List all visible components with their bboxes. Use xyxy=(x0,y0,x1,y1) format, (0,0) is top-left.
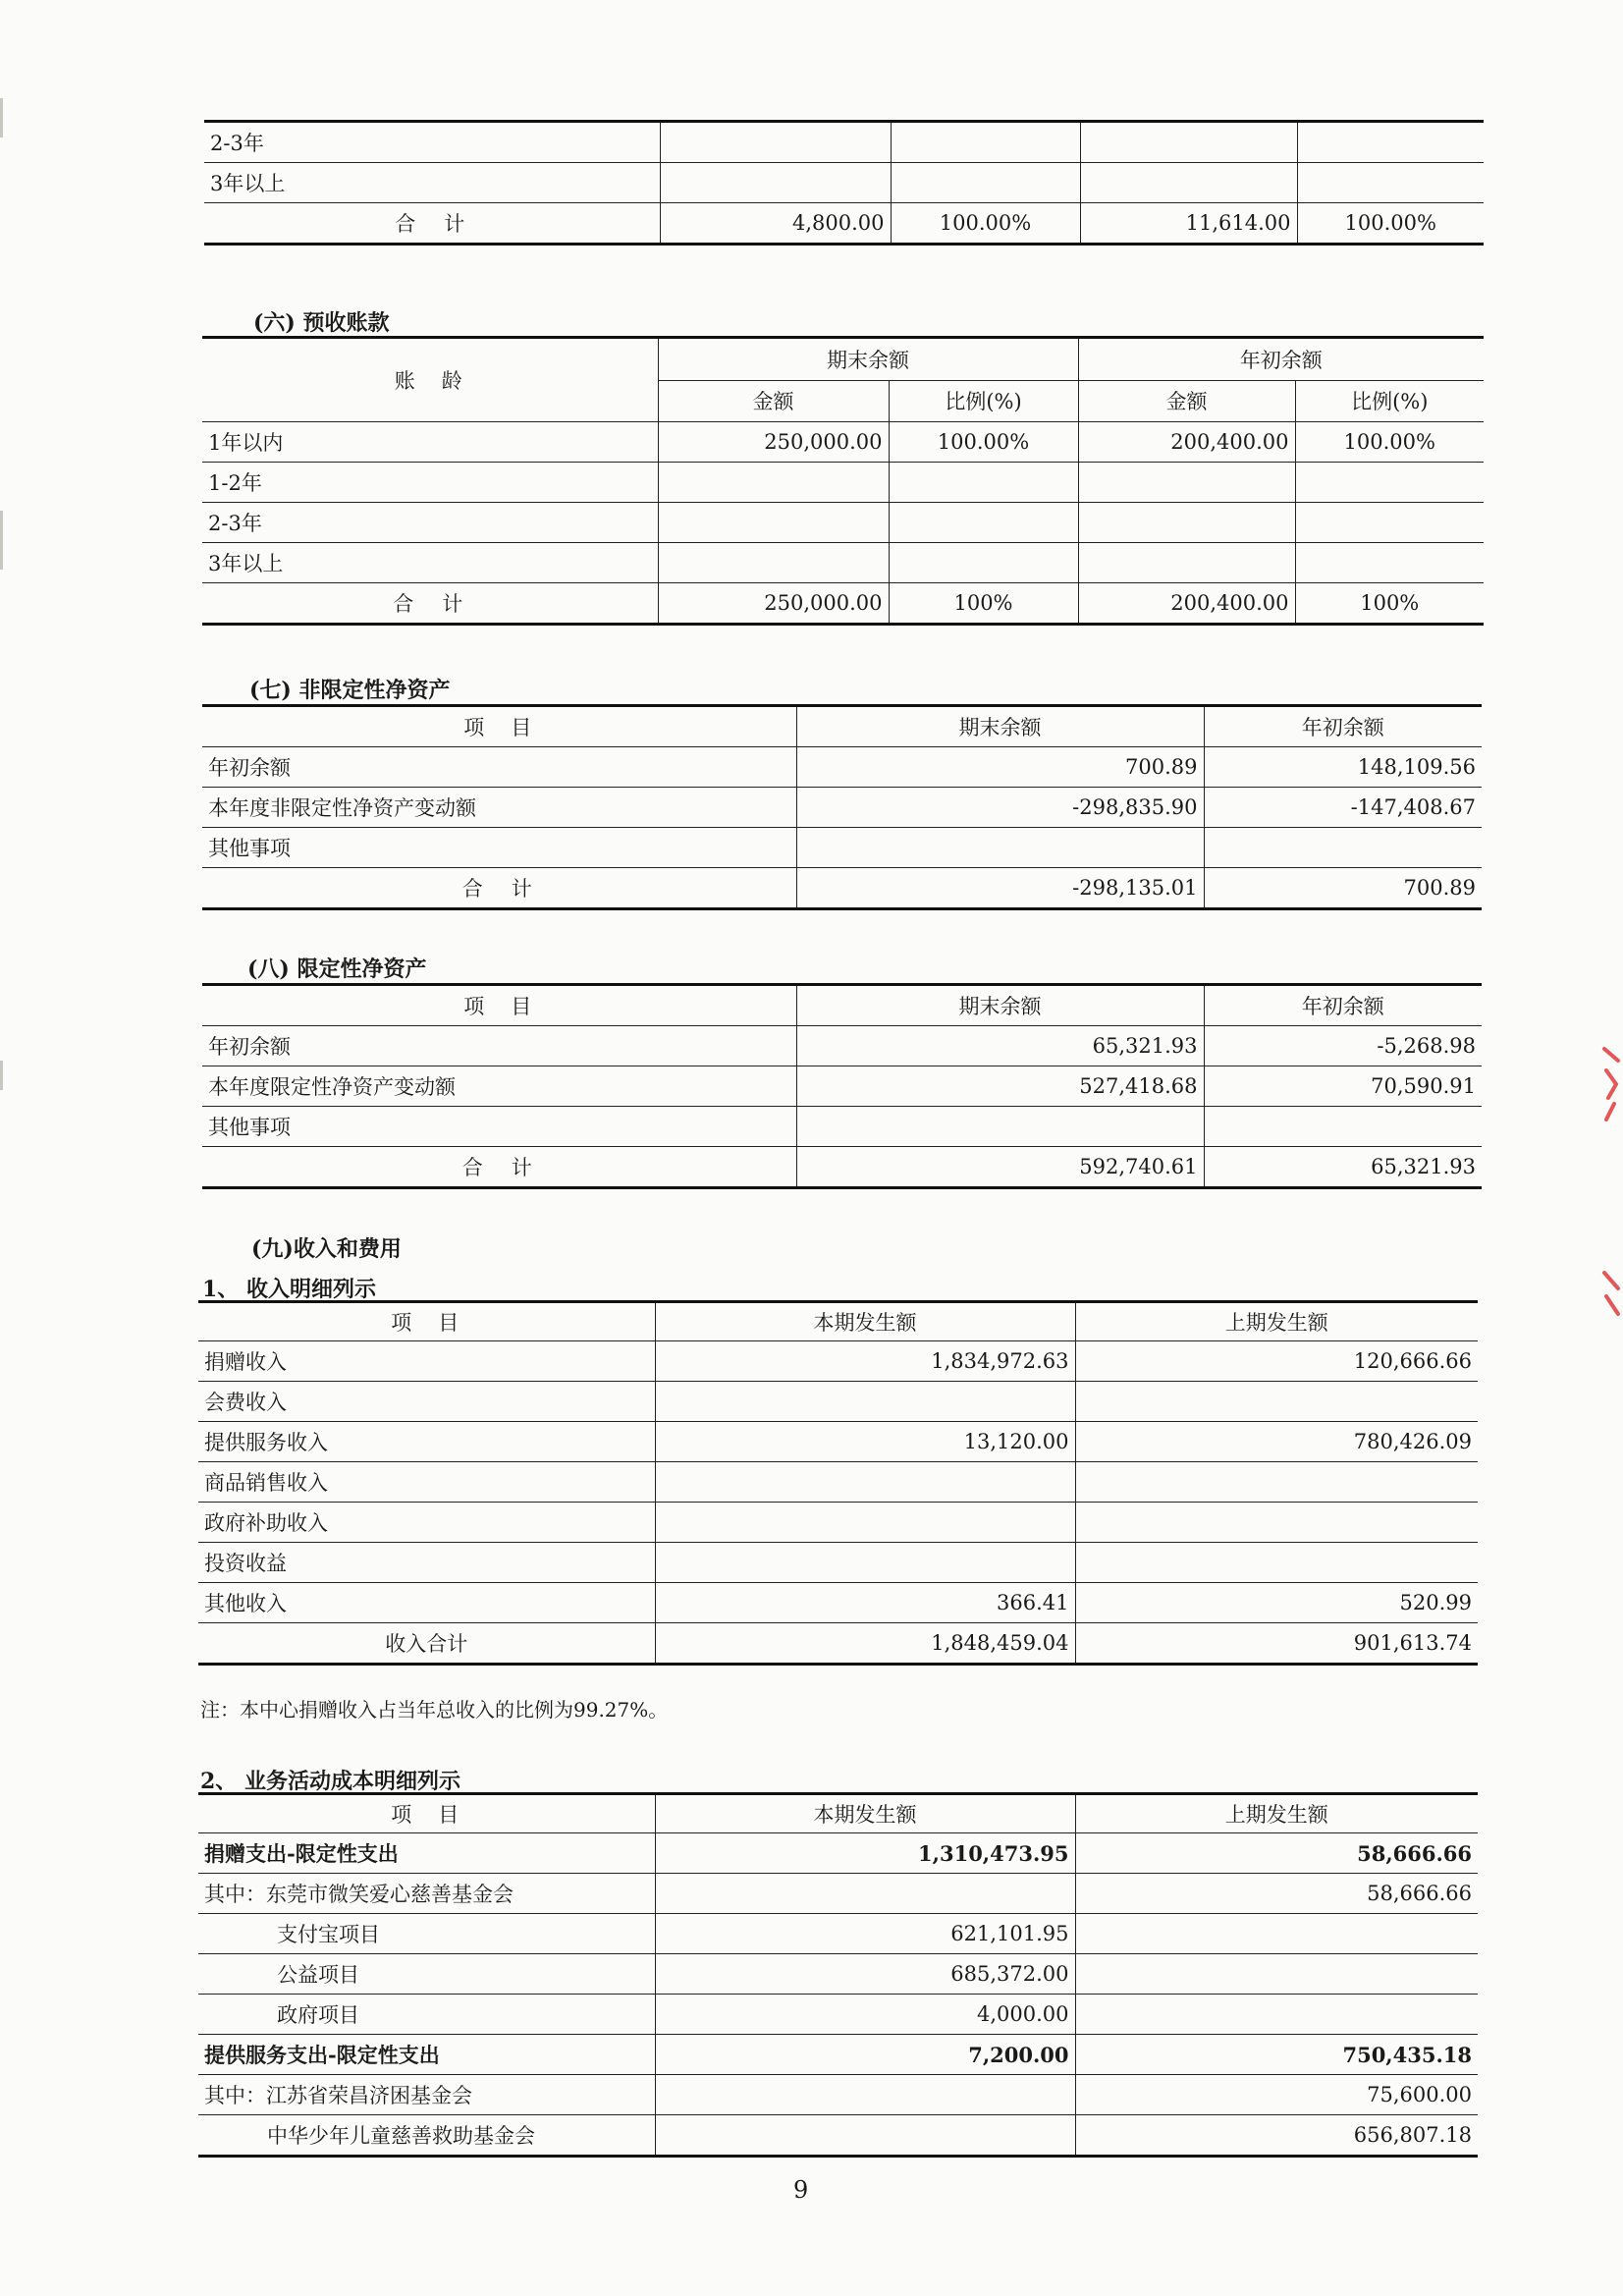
table-header-row xyxy=(202,985,1482,1026)
total-ratio-begin: 100.00% xyxy=(1297,203,1484,245)
table-row: 投资收益 xyxy=(198,1543,1478,1583)
col-header-item: 项 目 xyxy=(198,1302,655,1341)
table-row: 3年以上 xyxy=(202,543,1484,583)
table-header-row xyxy=(202,706,1482,747)
receivables-aging-table-continued xyxy=(204,120,1484,246)
page-number: 9 xyxy=(793,2176,809,2204)
table-row: 其中：江苏省荣昌济困基金会 75,600.00 xyxy=(198,2075,1478,2115)
scan-edge-mark xyxy=(0,1061,3,1090)
total-ratio-end: 100.00% xyxy=(891,203,1080,245)
total-amount-begin: 11,614.00 xyxy=(1080,203,1297,245)
scan-edge-mark xyxy=(0,511,3,570)
table-row: 提供服务收入 13,120.00 780,426.09 xyxy=(198,1422,1478,1462)
income-note: 注：本中心捐赠收入占当年总收入的比例为99.27%。 xyxy=(200,1698,669,1722)
table-row: 年初余额 700.89 148,109.56 xyxy=(202,747,1482,788)
table-header-row xyxy=(202,338,1484,381)
table-row: 本年度非限定性净资产变动额 -298,835.90 -147,408.67 xyxy=(202,788,1482,828)
restricted-net-assets-table xyxy=(202,983,1482,1189)
col-header-ratio: 比例(%) xyxy=(1295,380,1484,421)
table-row: 政府项目 4,000.00 xyxy=(198,1995,1478,2035)
advances-received-table xyxy=(202,336,1484,626)
section-heading-unrestricted-net-assets: (七) 非限定性净资产 xyxy=(249,678,451,703)
table-row: 支付宝项目 621,101.95 xyxy=(198,1914,1478,1954)
section-heading-income-expenses: (九)收入和费用 xyxy=(251,1236,402,1262)
table-row: 提供服务支出-限定性支出 7,200.00 750,435.18 xyxy=(198,2035,1478,2075)
table-row: 其中：东莞市微笑爱心慈善基金会 58,666.66 xyxy=(198,1874,1478,1914)
table-row: 公益项目 685,372.00 xyxy=(198,1954,1478,1995)
table-row: 捐赠支出-限定性支出 1,310,473.95 58,666.66 xyxy=(198,1833,1478,1874)
subheading-business-activity-costs: 2、 业务活动成本明细列示 xyxy=(200,1769,460,1794)
table-row: 政府补助收入 xyxy=(198,1503,1478,1543)
col-header-amount: 金额 xyxy=(1078,380,1295,421)
total-row: 合 计 250,000.00 100% 200,400.00 100% xyxy=(202,583,1484,625)
total-row xyxy=(204,203,1484,245)
seal-stamp-fragment xyxy=(1600,1041,1622,1168)
col-header-current-period: 本期发生额 xyxy=(655,1794,1075,1833)
table-row: 会费收入 xyxy=(198,1382,1478,1422)
seal-stamp-fragment xyxy=(1600,1267,1622,1335)
col-header-current-period: 本期发生额 xyxy=(655,1302,1075,1341)
col-header-prior-period: 上期发生额 xyxy=(1075,1302,1478,1341)
table-row: 其他事项 xyxy=(202,828,1482,868)
col-header-item: 项 目 xyxy=(198,1794,655,1833)
col-header-begin-balance: 年初余额 xyxy=(1078,338,1484,381)
unrestricted-net-assets-table xyxy=(202,704,1482,910)
table-row xyxy=(204,122,1484,163)
total-label: 合 计 xyxy=(204,203,660,245)
row-label: 2-3年 xyxy=(204,122,660,163)
total-row: 合 计 592,740.61 65,321.93 xyxy=(202,1147,1482,1188)
row-label: 3年以上 xyxy=(204,163,660,203)
col-header-begin-balance: 年初余额 xyxy=(1204,706,1482,747)
total-row: 收入合计 1,848,459.04 901,613.74 xyxy=(198,1623,1478,1665)
col-header-end-balance: 期末余额 xyxy=(796,706,1204,747)
section-heading-restricted-net-assets: (八) 限定性净资产 xyxy=(247,957,427,982)
col-header-item: 项 目 xyxy=(202,985,796,1026)
table-row: 其他事项 xyxy=(202,1107,1482,1147)
total-row: 合 计 -298,135.01 700.89 xyxy=(202,868,1482,909)
section-heading-advances-received: (六) 预收账款 xyxy=(253,310,390,336)
table-header-row xyxy=(198,1794,1478,1833)
col-header-age: 账 龄 xyxy=(202,338,658,422)
table-row: 捐赠收入 1,834,972.63 120,666.66 xyxy=(198,1341,1478,1382)
table-row: 年初余额 65,321.93 -5,268.98 xyxy=(202,1026,1482,1066)
subheading-income-detail: 1、 收入明细列示 xyxy=(202,1277,376,1302)
table-row: 中华少年儿童慈善救助基金会 656,807.18 xyxy=(198,2115,1478,2157)
col-header-amount: 金额 xyxy=(658,380,889,421)
table-row: 本年度限定性净资产变动额 527,418.68 70,590.91 xyxy=(202,1066,1482,1107)
col-header-ratio: 比例(%) xyxy=(889,380,1078,421)
table-row: 2-3年 xyxy=(202,503,1484,543)
table-row xyxy=(204,163,1484,203)
scan-edge-mark xyxy=(0,98,3,137)
col-header-end-balance: 期末余额 xyxy=(796,985,1204,1026)
col-header-prior-period: 上期发生额 xyxy=(1075,1794,1478,1833)
table-row: 商品销售收入 xyxy=(198,1462,1478,1503)
table-row: 1年以内 250,000.00 100.00% 200,400.00 100.00% xyxy=(202,422,1484,463)
table-row: 其他收入 366.41 520.99 xyxy=(198,1583,1478,1623)
col-header-item: 项 目 xyxy=(202,706,796,747)
income-detail-table xyxy=(198,1300,1478,1666)
table-row: 1-2年 xyxy=(202,463,1484,503)
col-header-end-balance: 期末余额 xyxy=(658,338,1078,381)
business-activity-costs-table xyxy=(198,1792,1478,2158)
total-amount-end: 4,800.00 xyxy=(660,203,891,245)
table-header-row xyxy=(198,1302,1478,1341)
col-header-begin-balance: 年初余额 xyxy=(1204,985,1482,1026)
